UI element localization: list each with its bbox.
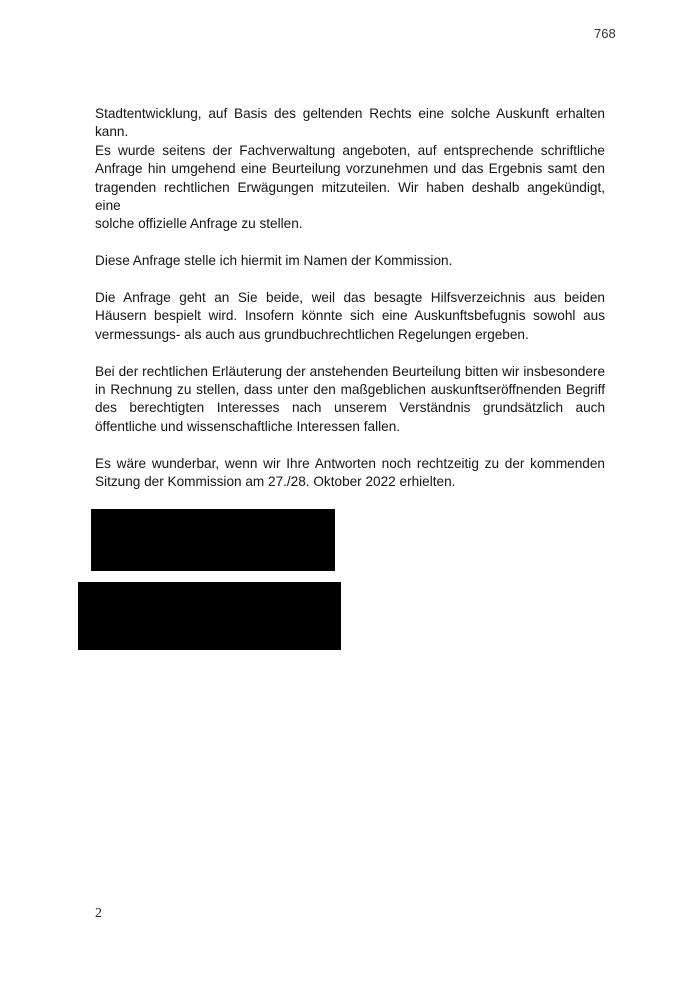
text-line: Es wurde seitens der Fachverwaltung angeboten, auf entsprechende schriftliche bbox=[95, 142, 605, 158]
text-line: öffentliche und wissenschaftliche Interessen fallen. bbox=[95, 418, 401, 434]
page-number: 768 bbox=[594, 26, 616, 41]
text-line: Diese Anfrage stelle ich hiermit im Namen der Kommission. bbox=[95, 253, 453, 269]
text-line: Stadtentwicklung, auf Basis des geltenden Rechts eine solche Auskunft erhalten bbox=[95, 106, 605, 121]
text-line: vermessungs- als auch aus grundbuchrechtlichen Regelungen ergeben. bbox=[95, 326, 529, 342]
letter-body bbox=[95, 105, 605, 528]
text-line: solche offizielle Anfrage zu stellen. bbox=[95, 216, 303, 232]
paragraph-3 bbox=[95, 289, 605, 344]
text-line: Sitzung der Kommission am 27./28. Oktober 2022 erhielten. bbox=[95, 474, 456, 490]
text-line: Die Anfrage geht an Sie beide, weil das besagte Hilfsverzeichnis aus beiden bbox=[95, 290, 605, 306]
text-line: in Rechnung zu stellen, dass unter den maßgeblichen auskunftseröffnenden Begriff bbox=[95, 382, 605, 398]
text-line: des berechtigten Interesses nach unserem Verständnis grundsätzlich auch bbox=[95, 400, 605, 416]
text-line: kann. bbox=[95, 124, 129, 140]
text-line: tragenden rechtlichen Erwägungen mitzuteilen. Wir haben deshalb angekündigt, eine bbox=[95, 179, 605, 214]
footer-page-number: 2 bbox=[95, 906, 102, 921]
text-line: Es wäre wunderbar, wenn wir Ihre Antworten noch rechtzeitig zu der kommenden bbox=[95, 455, 605, 471]
paragraph-1 bbox=[95, 105, 605, 234]
redaction-block bbox=[78, 582, 341, 650]
redaction-block bbox=[91, 509, 335, 571]
paragraph-5 bbox=[95, 455, 605, 492]
paragraph-2 bbox=[95, 252, 605, 270]
text-line: Anfrage hin umgehend eine Beurteilung vorzunehmen und das Ergebnis samt den bbox=[95, 161, 605, 177]
text-line: Bei der rechtlichen Erläuterung der anstehenden Beurteilung bitten wir insbesondere bbox=[95, 363, 605, 379]
text-line: Häusern bespielt wird. Insofern könnte sich eine Auskunftsbefugnis sowohl aus bbox=[95, 308, 605, 324]
paragraph-4 bbox=[95, 363, 605, 437]
